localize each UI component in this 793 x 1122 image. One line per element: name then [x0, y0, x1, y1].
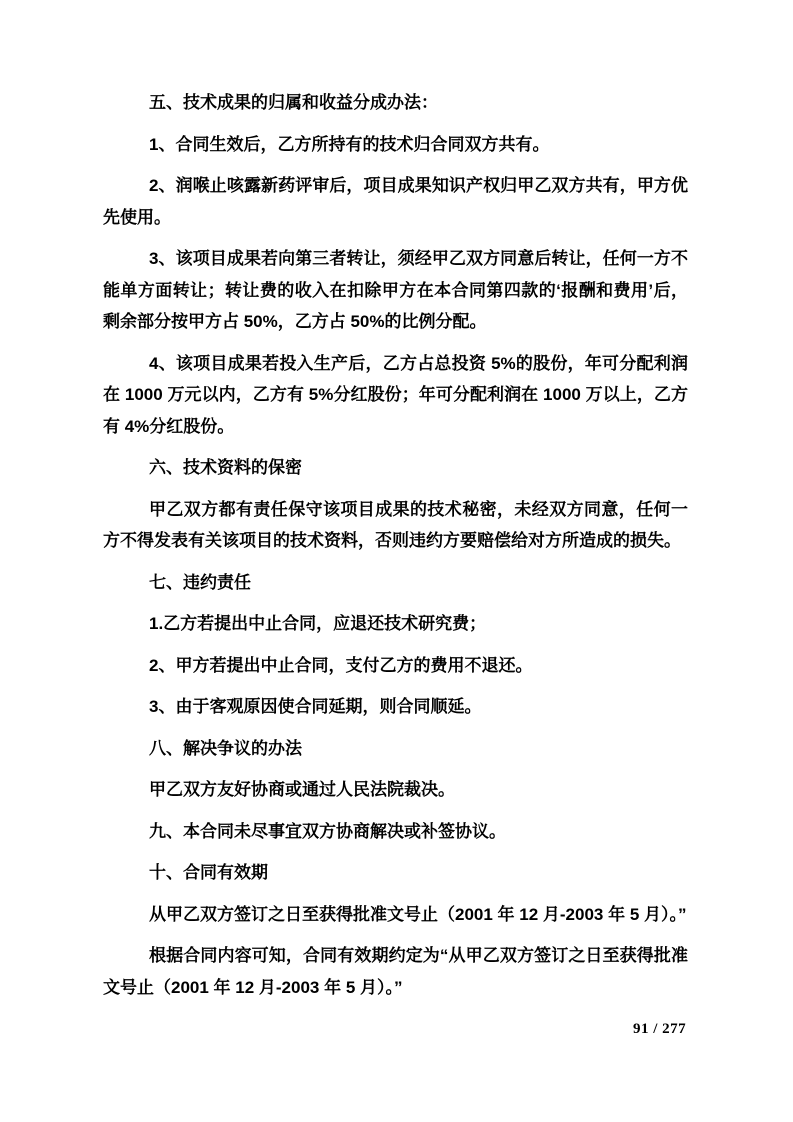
page-number: 91 / 277	[633, 1021, 687, 1037]
section-heading-10: 十、合同有效期	[149, 863, 268, 882]
section-6-body: 甲乙双方都有责任保守该项目成果的技术秘密，未经双方同意，任何一方不得发表有关该项目的技术资料，否则违约方要赔偿给对方所造成的损失。	[103, 499, 688, 550]
section-heading-7: 七、违约责任	[149, 572, 251, 592]
clause-5-1: 1、合同生效后，乙方所持有的技术归合同双方共有。	[149, 134, 550, 154]
section-heading-6: 六、技术资料的保密	[149, 458, 302, 477]
clause-5-2: 2、润喉止咳露新药评审后，项目成果知识产权归甲乙双方共有，甲方优先使用。	[103, 176, 688, 227]
section-heading-8: 八、解决争议的办法	[149, 738, 302, 758]
clause-5-3: 3、该项目成果若向第三者转让，须经甲乙双方同意后转让，任何一方不能单方面转让；转让费的收入在扣除甲方在本合同第四款的‘报酬和费用’后，剩余部分按甲方占 50%，乙方占 50%的比例分配。	[103, 249, 688, 331]
section-10-body: 从甲乙双方签订之日至获得批准文号止（2001 年 12 月-2003 年 5 月）。”	[149, 904, 687, 924]
section-heading-9: 九、本合同未尽事宜双方协商解决或补签协议。	[149, 821, 506, 841]
section-8-body: 甲乙双方友好协商或通过人民法院裁决。	[149, 780, 455, 799]
clause-7-1: 1.乙方若提出中止合同，应退还技术研究费；	[149, 614, 487, 633]
clause-5-4: 4、该项目成果若投入生产后，乙方占总投资 5%的股份，年可分配利润在 1000 万元以内，乙方有 5%分红股份；年可分配利润在 1000 万以上，乙方有 4%分红股份。	[103, 353, 688, 436]
section-heading-5: 五、技术成果的归属和收益分成办法：	[149, 93, 438, 112]
clause-7-3: 3、由于客观原因使合同延期，则合同顺延。	[149, 697, 482, 716]
clause-7-2: 2、甲方若提出中止合同，支付乙方的费用不退还。	[149, 655, 533, 675]
conclusion-body: 根据合同内容可知，合同有效期约定为“从甲乙双方签订之日至获得批准文号止（2001 年 12 月-2003 年 5 月）。”	[103, 946, 688, 997]
document-content	[103, 87, 688, 1013]
